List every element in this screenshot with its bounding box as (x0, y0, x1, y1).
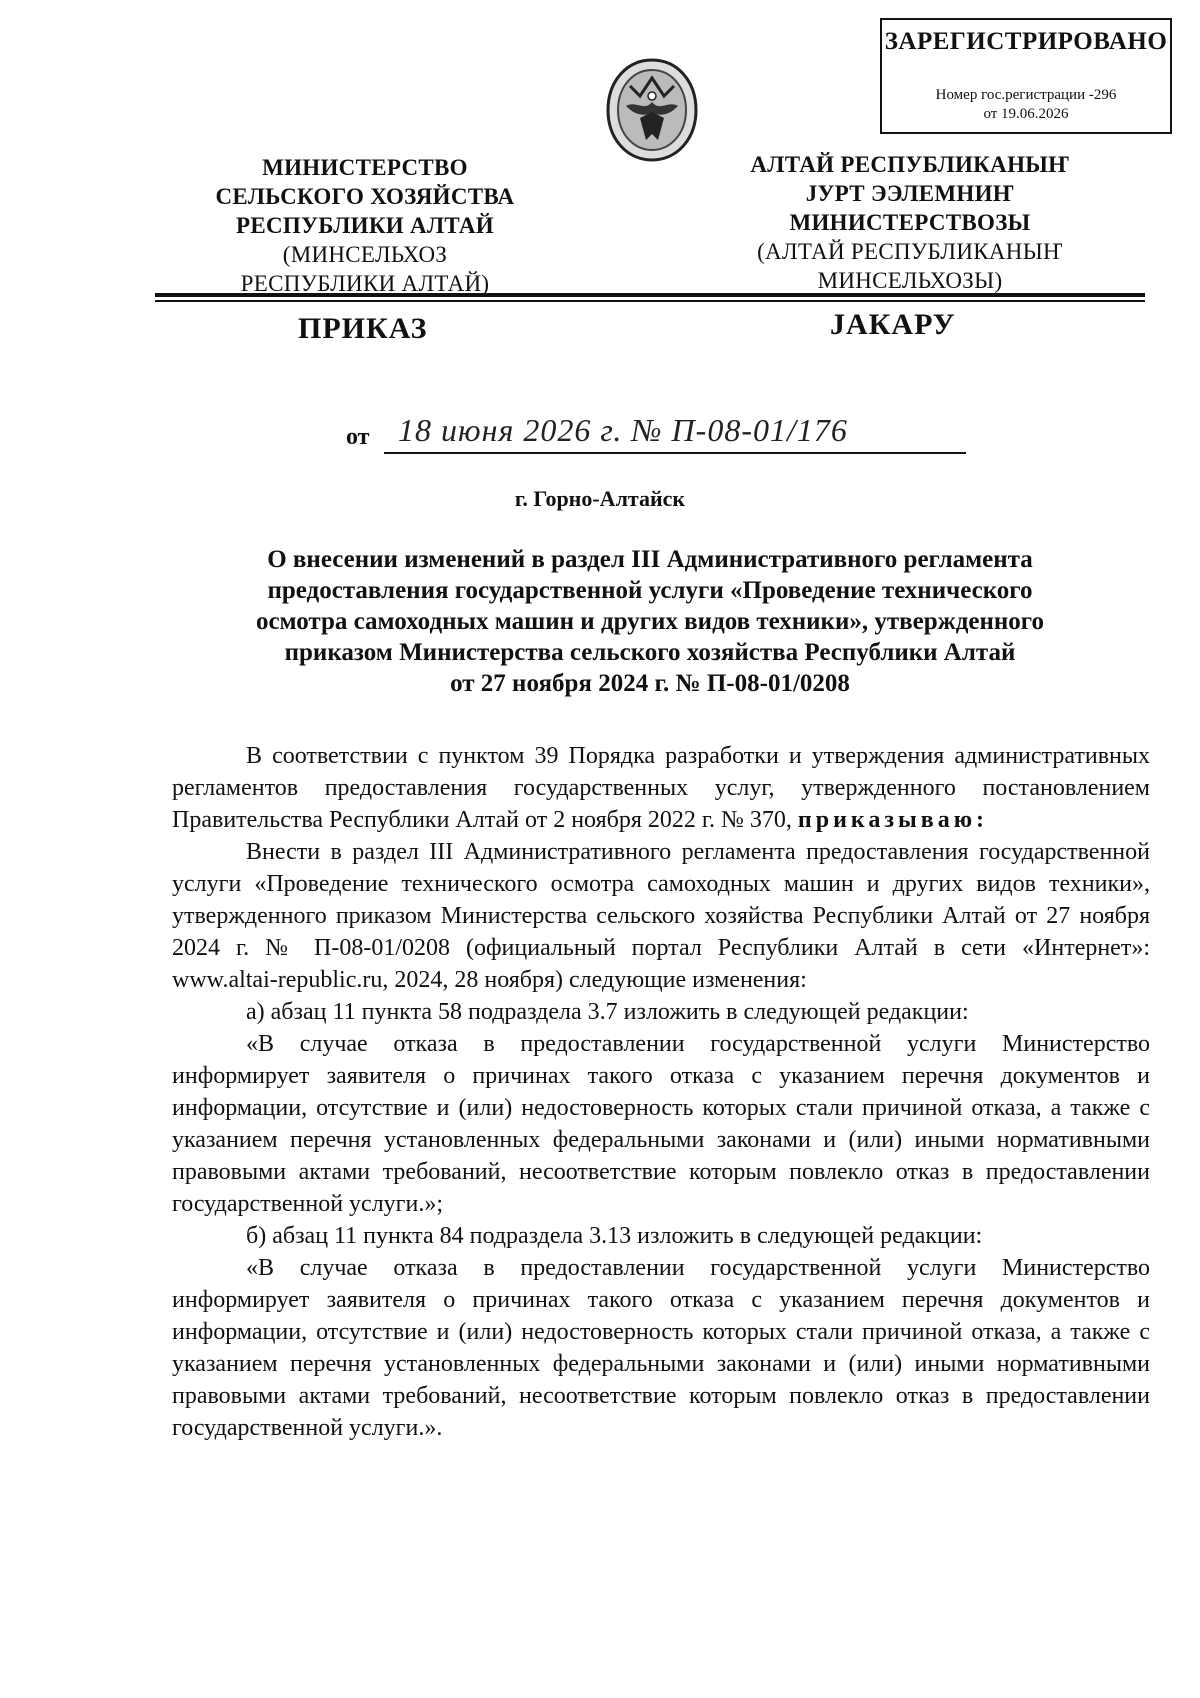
document-title (170, 544, 1130, 699)
header-left-sub-2: РЕСПУБЛИКИ АЛТАЙ) (240, 271, 490, 296)
paragraph-basis (172, 740, 1150, 836)
paragraph-item-b: б) абзац 11 пункта 84 подраздела 3.13 изложить в следующей редакции: (246, 1223, 983, 1249)
header-left-sub-1: (МИНСЕЛЬХОЗ (282, 242, 448, 267)
header-left-line-2: СЕЛЬСКОГО ХОЗЯЙСТВА (215, 184, 515, 209)
ministry-name-russian (195, 153, 535, 298)
order-label-altai: ЈАКАРУ (830, 308, 956, 341)
paragraph-quote-b: «В случае отказа в предоставлении государственной услуги Министерство информирует заявителя о причинах такого отказа с указанием перечня документов и информации, отсутствие и (или) недостоверность которых стали причиной отказа, а также с указанием перечня установленных федеральными законами и (или) иными нормативными правовыми актами требований, несоответствие которым повлекло отказ в предоставлении государственной услуги.». (172, 1255, 1150, 1441)
order-word: приказываю: (797, 807, 989, 833)
registration-date: от 19.06.2026 (983, 106, 1069, 122)
registration-number: Номер гос.регистрации -296 (935, 87, 1117, 103)
paragraph-quote-a: «В случае отказа в предоставлении государственной услуги Министерство информирует заявителя о причинах такого отказа с указанием перечня документов и информации, отсутствие и (или) недостоверность которых стали причиной отказа, а также с указанием перечня установленных федеральными законами и (или) иными нормативными правовыми актами требований, несоответствие которым повлекло отказ в предоставлении государственной услуги.»; (172, 1031, 1150, 1217)
header-left-line-1: МИНИСТЕРСТВО (262, 155, 468, 180)
document-body (172, 740, 1150, 1444)
city: г. Горно-Алтайск (514, 486, 686, 511)
title-line-1: О внесении изменений в раздел III Административного регламента (267, 546, 1033, 573)
header-divider (155, 293, 1145, 302)
coat-of-arms-icon (600, 56, 704, 164)
title-line-3: осмотра самоходных машин и других видов техники», утвержденного (255, 608, 1045, 635)
header-right-line-1: АЛТАЙ РЕСПУБЛИКАНЫҤ (750, 152, 1070, 177)
order-label-russian: ПРИКАЗ (298, 312, 428, 345)
title-line-5: от 27 ноября 2024 г. № П-08-01/0208 (450, 670, 850, 697)
header-right-line-3: МИНИСТЕРСТВОЗЫ (789, 210, 1031, 235)
paragraph-basis-text: В соответствии с пунктом 39 Порядка разработки и утверждения административных регламентов предоставления государственных услуг, утвержденного постановлением Правительства Республики Алтай от 2 ноября 2022 г. № 370, (172, 743, 1150, 833)
title-line-2: предоставления государственной услуги «Проведение технического (267, 577, 1033, 604)
date-prefix: от (346, 424, 370, 450)
header-right-sub-1: (АЛТАЙ РЕСПУБЛИКАНЫҤ (757, 239, 1063, 264)
header-left-line-3: РЕСПУБЛИКИ АЛТАЙ (236, 213, 494, 238)
registration-stamp (880, 18, 1172, 134)
header-right-sub-2: МИНСЕЛЬХОЗЫ) (817, 268, 1003, 293)
header-right-line-2: ЈУРТ ЭЭЛЕМНИҤ (805, 181, 1015, 206)
handwritten-date-number: 18 июня 2026 г. № П-08-01/176 (398, 412, 848, 448)
paragraph-amend: Внести в раздел III Административного регламента предоставления государственной услуги «Проведение технического осмотра самоходных машин и других видов техники», утвержденного приказом Министерства сельского хозяйства Республики Алтай от 27 ноября 2024 г. № П-08-01/0208 (официальный портал Республики Алтай в сети «Интернет»: www.altai-republic.ru, 2024, 28 ноября) следующие изменения: (172, 839, 1150, 993)
paragraph-item-a: а) абзац 11 пункта 58 подраздела 3.7 изложить в следующей редакции: (246, 999, 969, 1025)
title-line-4: приказом Министерства сельского хозяйства Республики Алтай (284, 639, 1016, 666)
registration-title: ЗАРЕГИСТРИРОВАНО (884, 28, 1168, 55)
ministry-name-altai (730, 150, 1090, 295)
